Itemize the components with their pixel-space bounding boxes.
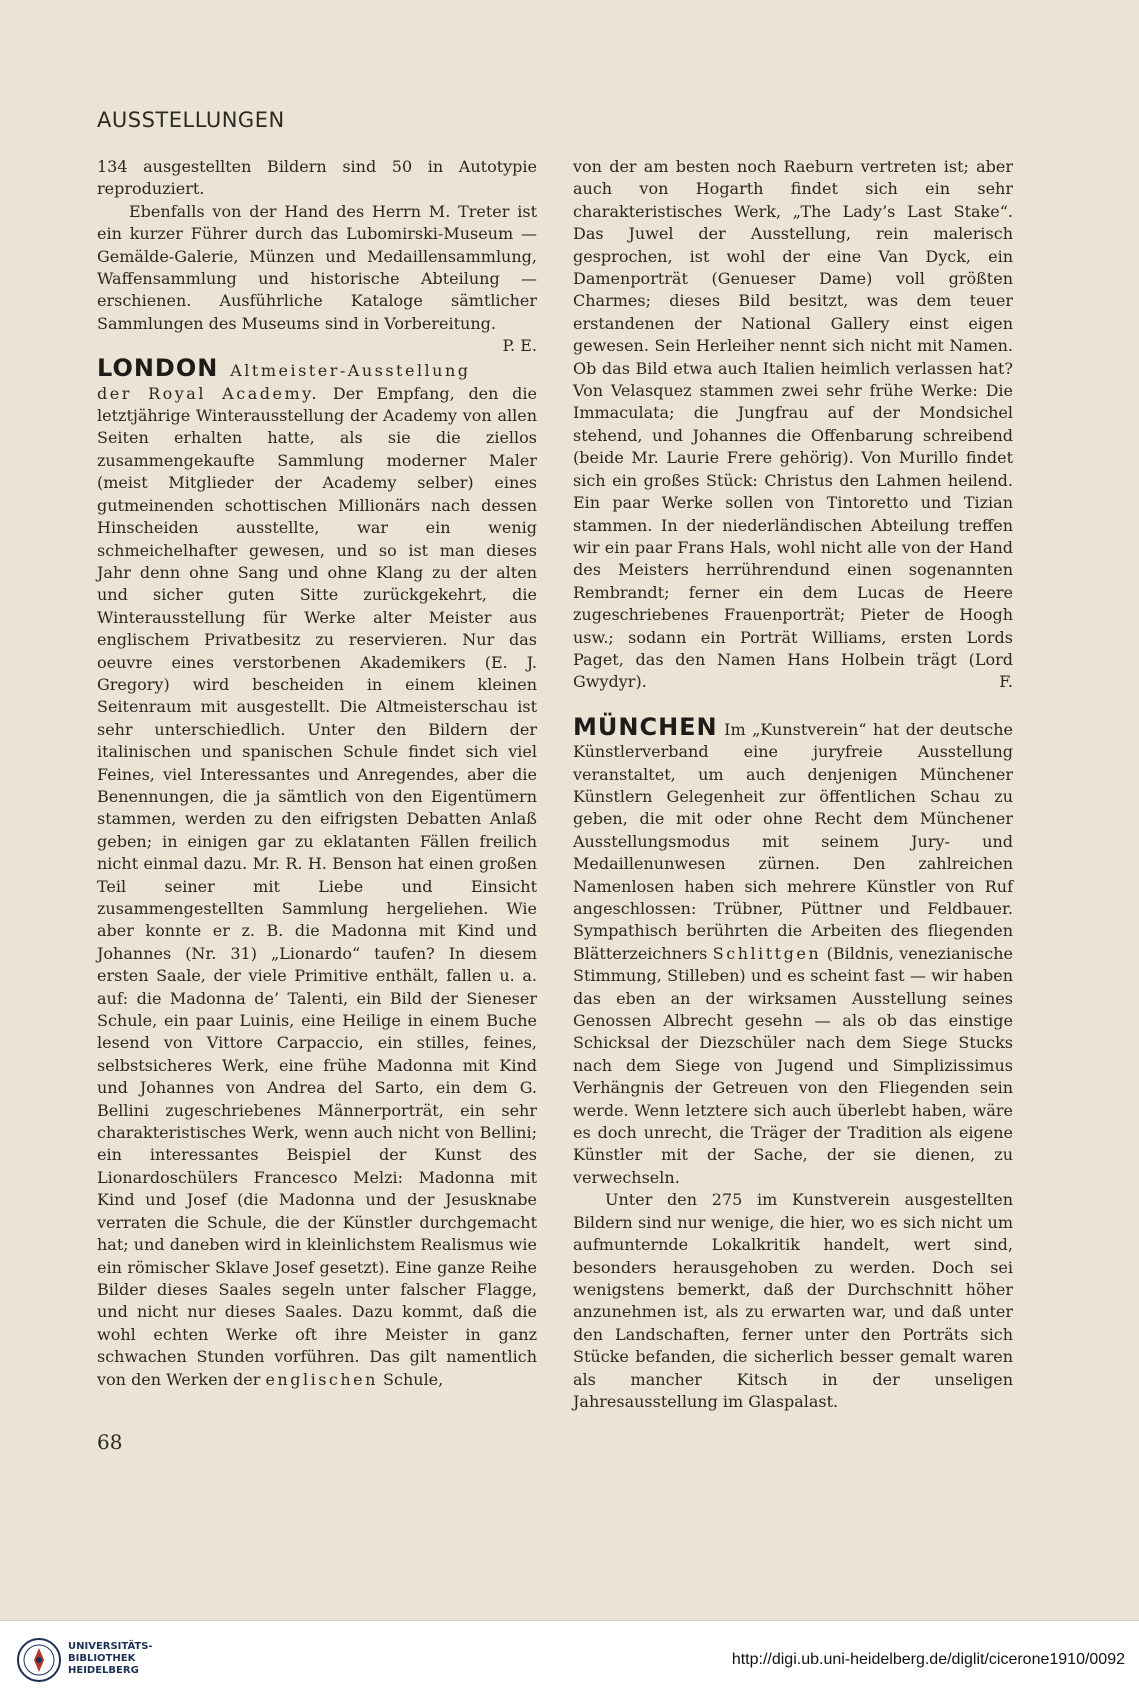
muenchen-body-1: Im „Kunstverein“ hat der deutsche Künstlerverband eine juryfreie Ausstellung veranstaltet, um auch denjenigen Münchener Künstlern Gelegenheit zur öffentlichen Schau zu geben, die mit oder ohne Recht dem Münchener Ausstellungsmodus mit seinem Jury- und Medaillenunwesen zürnen. Den zahlreichen Namenlosen haben sich mehrere Künstler von Ruf angeschlossen: Trübner, Püttner und Feldbauer. Sympathisch berührten die Arbeiten des fliegenden Blätterzeichners: [573, 719, 1013, 963]
article-muenchen: [573, 712, 1013, 1190]
muenchen-body-2: (Bildnis, venezianische Stimmung, Stilleben) und es scheint fast — wir haben das eben an der wirksamen Ausstellung seines Genossen Albrecht gesehn — als ob das einstige Schicksal der Diezschüler nach dem Siege Stucks nach dem Siege von Jugend und Simplizissimus Verhängnis der Getreuen von den Fliegenden sein werde. Wenn letztere sich auch überlebt haben, wäre es doch unrecht, die Träger der Tradition als eigene Künstler mit der Sache, der sie dienen, zu verwechseln.: [573, 943, 1013, 1187]
paragraph-treter-text: Ebenfalls von der Hand des Herrn M. Treter ist ein kurzer Führer durch das Lubomirski-Museum — Gemälde-Galerie, Münzen und Medaillensammlung, Waffensammlung und historische Abteilung — erschienen. Ausführliche Kataloge sämtlicher Sammlungen des Museums sind in Vorbereitung.: [97, 201, 537, 333]
paragraph-lemberg-end: 134 ausgestellten Bildern sind 50 in Autotypie reproduziert.: [97, 157, 537, 199]
author-initial-f: F.: [999, 672, 1013, 692]
paragraph-london-continued: [573, 156, 1013, 694]
university-seal-icon: [16, 1637, 62, 1683]
logo-line-3: HEIDELBERG: [68, 1665, 139, 1676]
heading-london: LONDON: [97, 354, 219, 383]
london-body: Der Empfang, den die letztjährige Winterausstellung der Academy von allen Seiten erhalten hatte, als sie die ziellos zusammengekaufte Sammlung moderner Maler (meist Mitglieder der Academy selber) eines gutmeinenden schottischen Millionärs nach dessen Hinscheiden ausstellte, war ein wenig schmeichelhafter gewesen, und so ist man dieses Jahr denn ohne Sang und ohne Klang zu der alten und sicher guten Sitte zurückgekehrt, die Winterausstellung für Werke alter Meister aus englischem Privatbesitz zu reservieren. Nur das oeuvre eines verstorbenen Akademikers (E. J. Gregory) wird bescheiden in einem kleinen Seitenraum mit ausgestellt. Die Altmeisterschau ist sehr unterschiedlich. Unter den Bildern der italinischen und spanischen Schule findet sich viel Feines, viel Interessantes und Anregendes, aber die Benennungen, die ja sämtlich von den Eigentümern stammen, werden zu den eifrigsten Debatten Anlaß geben; in einigen gar zu eklatanten Fällen freilich nicht einmal dazu. Mr. R. H. Benson hat einen großen Teil seiner mit Liebe und Einsicht zusammengestellten Sammlung hergeliehen. Wie aber konnte er z. B. die Madonna mit Kind und Johannes (Nr. 31) „Lionardo“ taufen? In diesem ersten Saale, der viele Primitive enthält, fallen u. a. auf: die Madonna de’ Talenti, ein Bild der Sieneser Schule, ein paar Luinis, eine Heilige in einem Buche lesend von Vittore Carpaccio, ein stilles, feines, selbstsicheres Werk, eine frühe Madonna mit Kind und Johannes von Andrea del Sarto, ein dem G. Bellini zugeschriebenes Männerporträt, ein sehr charakteristisches Werk, wenn auch nicht von Bellini; ein interessantes Beispiel der Kunst des Lionardoschülers Francesco Melzi: Madonna mit Kind und Josef (die Madonna und der Jesusknabe verraten die Schule, die der Künstler durchgemacht hat; und daneben wird in kleinlichstem Realismus wie ein römischer Sklave Josef gesetzt). Eine ganze Reihe Bilder dieses Saales segeln unter falscher Flagge, und nicht nur dieses Saales. Dazu kommt, daß die wohl echten Werke oft ihre Meister in ganz schwachen Stunden vorführen. Das gilt namentlich von den Werken der: [97, 383, 538, 1389]
article-london: [97, 354, 538, 1391]
source-url-link[interactable]: http://digi.ub.uni-heidelberg.de/diglit/cicerone1910/0092: [731, 1651, 1125, 1668]
page-number: 68: [97, 1430, 123, 1454]
right-column: [573, 156, 1013, 1413]
london-spaced-word: englischen: [265, 1369, 378, 1389]
muenchen-spaced-name: Schlittgen: [712, 943, 822, 963]
logo-line-2: BIBLIOTHEK: [68, 1653, 136, 1664]
paragraph-muenchen-2: Unter den 275 im Kunstverein ausgestellten Bildern sind nur wenige, die hier, wo es sich nicht um aufmunternde Lokalkritik handelt, wert sind, besonders herausgehoben zu werden. Doch sei wenigstens bemerkt, daß der Durchschnitt höher anzunehmen ist, als zu erwarten war, und daß unter den Landschaften, ferner unter den Porträts sich Stücke befanden, die sicherlich besser gemalt waren als mancher Kitsch in der unseligen Jahresausstellung im Glaspalast.: [573, 1190, 1013, 1411]
author-initials-pe: P. E.: [502, 336, 537, 356]
left-column: [97, 156, 537, 1391]
london-continued-text: von der am besten noch Raeburn vertreten ist; aber auch von Hogarth findet sich ein sehr charakteristisches Werk, „The Lady’s Last Stake“. Das Juwel der Ausstellung, rein malerisch gesprochen, ist wohl der eine Van Dyck, ein Damenporträt (Genueser Dame) voll größten Charmes; dieses Bild besitzt, was dem teuer erstandenen der National Gallery einst eigen gewesen. Sein Herleiher nennt sich nicht mit Namen. Ob das Bild etwa auch Italien heimlich verlassen hat? Von Velasquez stammen zwei sehr frühe Werke: Die Immaculata; die Jungfrau auf der Mondsichel stehend, und Johannes die Offenbarung schreibend (beide Mr. Laurie Frere gehörig). Von Murillo findet sich ein großes Stück: Christus den Lahmen heilend. Ein paar Werke sollen von Tintoretto und Tizian stammen. In der niederländischen Abteilung treffen wir ein paar Frans Hals, wohl nicht alle von der Hand des Meisters herrührendund einen sogenannten Rembrandt; ferner ein dem Lucas de Heere zugeschriebenes Frauenporträt; Pieter de Hoogh usw.; sodann ein Porträt Williams, ersten Lords Paget, das den Namen Hans Holbein trägt (Lord Gwydyr).: [573, 157, 1013, 692]
heading-muenchen: MÜNCHEN: [573, 712, 718, 741]
running-head: AUSSTELLUNGEN: [97, 108, 285, 132]
viewer-footer: [0, 1620, 1139, 1701]
library-logo-text: [68, 1641, 153, 1677]
london-body-end: Schule,: [383, 1369, 444, 1389]
logo-line-1: UNIVERSITÄTS-: [68, 1641, 153, 1652]
london-subtitle: Altmeister-Ausstellung der Royal Academy.: [97, 361, 471, 403]
paragraph-treter: [97, 201, 537, 356]
